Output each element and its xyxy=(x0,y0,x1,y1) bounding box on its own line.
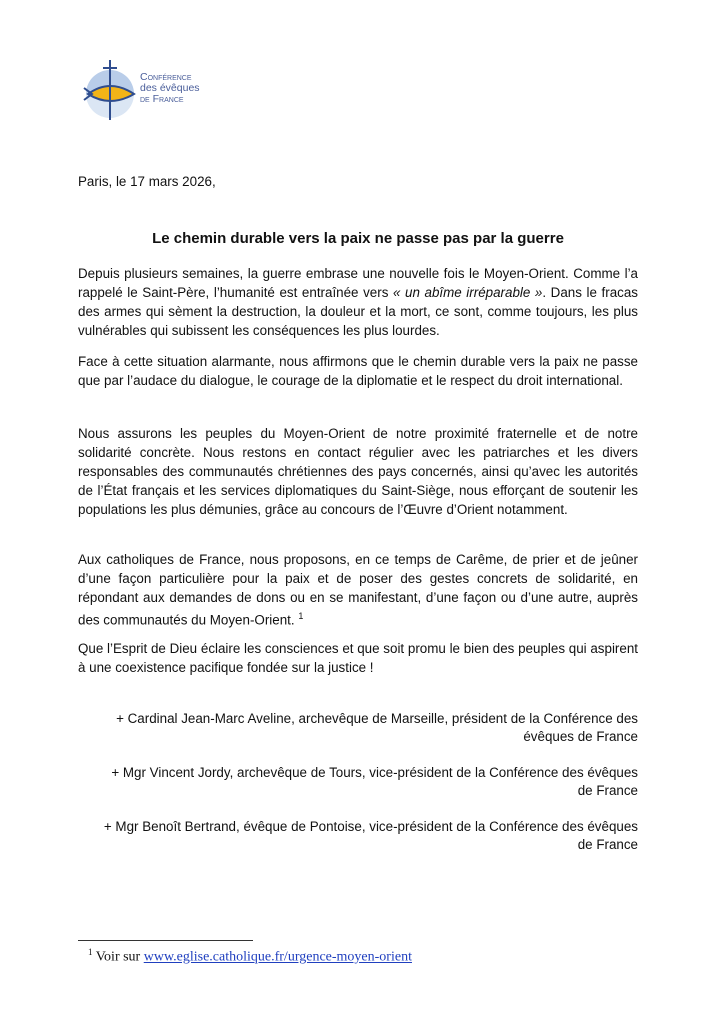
paragraph-2: Face à cette situation alarmante, nous affirmons que le chemin durable vers la paix ne passe que par l’audace du dialogue, le courage de la diplomatie et le respect du droit international. xyxy=(78,354,638,388)
place-date: Paris, le 17 mars 2026, xyxy=(78,174,216,189)
logo-text-line: de France xyxy=(140,93,184,105)
text: Voir sur xyxy=(92,949,144,965)
quote: « un abîme irréparable » xyxy=(392,285,543,300)
sig-line: + Cardinal Jean-Marc Aveline, archevêque de Marseille, président de la Conférence des xyxy=(116,711,638,726)
text: . Dans le fracas des armes qui sèment la destruction, la douleur et la mort, ce sont, comme toujours, les plus vulnérables qui subissent les conséquences les plus lourdes. xyxy=(78,285,638,338)
logo-text-line: des évêques xyxy=(140,82,200,94)
logo-text-line: Conférence xyxy=(140,71,192,83)
footnote-number: 1 xyxy=(88,947,93,957)
document-title: Le chemin durable vers la paix ne passe pas par la guerre xyxy=(152,230,564,247)
sig-line: de France xyxy=(577,837,638,852)
signature-3 xyxy=(78,818,638,854)
text: Depuis plusieurs semaines, la guerre embrase une nouvelle fois le Moyen-Orient. Comme l’a rappelé le Saint-Père, l’humanité est entraînée vers xyxy=(78,266,638,300)
paragraph-3: Nous assurons les peuples du Moyen-Orient de notre proximité fraternelle et de notre solidarité concrète. Nous restons en contact régulier avec les patriarches et les divers responsables des communautés chrétiennes des pays concernés, ainsi qu’avec les autorités de l’État français et les services diplomatiques du Saint-Siège, nous efforçant de soutenir les populations les plus démunies, grâce au concours de l’Œuvre d’Orient notamment. xyxy=(78,426,638,517)
footnote-separator xyxy=(78,940,253,941)
footnote-link[interactable]: www.eglise.catholique.fr/urgence-moyen-orient xyxy=(143,949,412,965)
signature-1 xyxy=(78,710,638,746)
paragraph-4 xyxy=(78,550,638,629)
footnote-ref[interactable]: 1 xyxy=(298,611,304,621)
cef-logo xyxy=(82,58,232,122)
text: Aux catholiques de France, nous proposons, en ce temps de Carême, de prier et de jeûner d’une façon particulière pour la paix et de poser des gestes concrets de solidarité, en répondant aux demandes de dons ou en se manifestant, d’une façon ou d’une autre, auprès des communautés du Moyen-Orient. xyxy=(78,552,638,628)
sig-line: + Mgr Benoît Bertrand, évêque de Pontoise, vice-président de la Conférence des évêques xyxy=(103,819,638,834)
paragraph-5: Que l’Esprit de Dieu éclaire les consciences et que soit promu le bien des peuples qui aspirent à une coexistence pacifique fondée sur la justice ! xyxy=(78,641,638,675)
footnote xyxy=(88,947,412,966)
sig-line: + Mgr Vincent Jordy, archevêque de Tours, vice-président de la Conférence des évêques xyxy=(111,765,638,780)
logo-emblem-icon xyxy=(82,58,138,122)
sig-line: de France xyxy=(577,783,638,798)
sig-line: évêques de France xyxy=(523,729,638,744)
signature-2 xyxy=(78,764,638,800)
paragraph-1 xyxy=(78,264,638,340)
